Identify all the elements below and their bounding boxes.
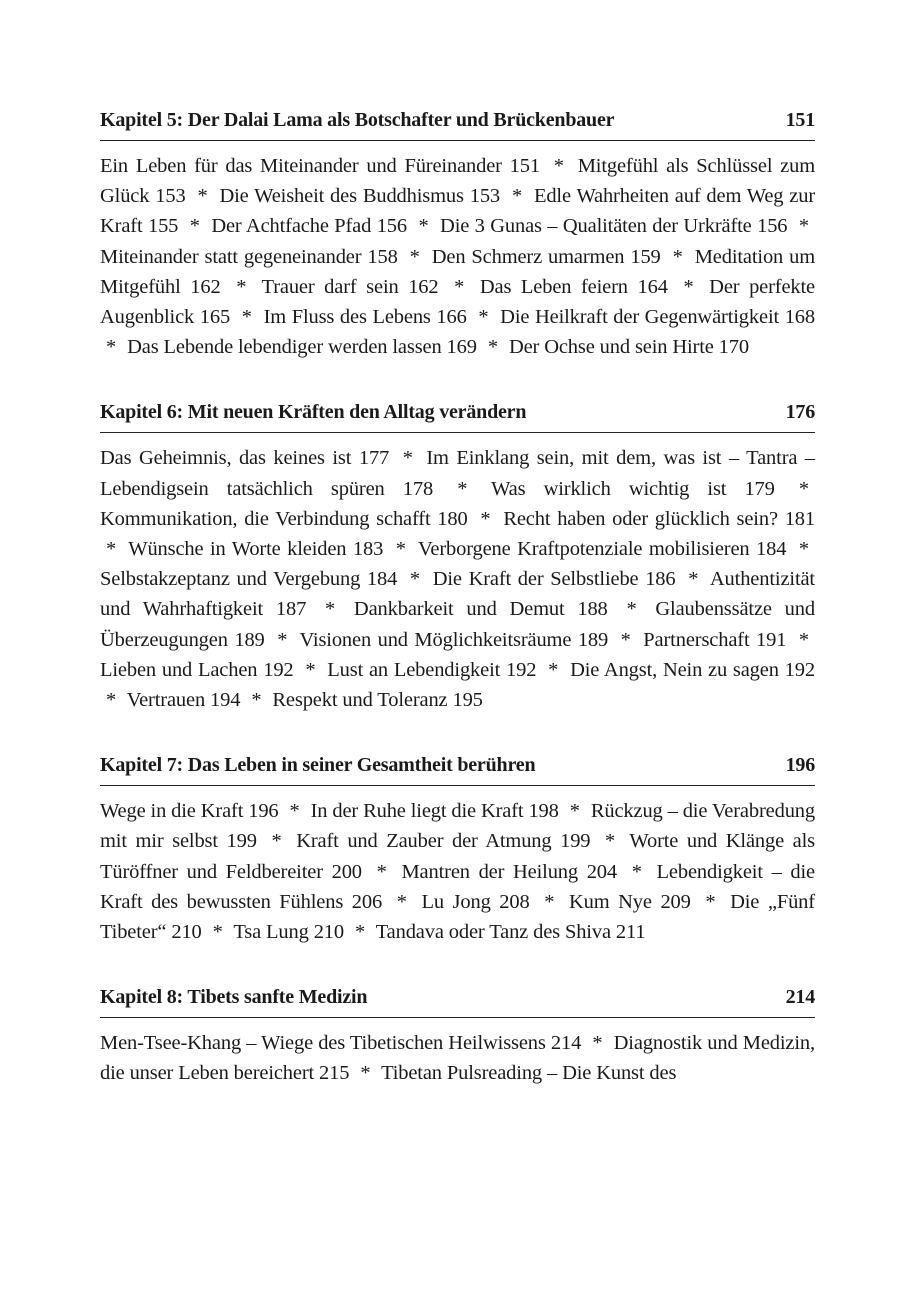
entry-separator: * — [569, 800, 580, 823]
entry-separator: * — [277, 628, 288, 651]
chapter-6 — [100, 399, 815, 715]
toc-entry: Lust an Lebendigkeit 192 — [327, 658, 537, 681]
toc-entry: Die 3 Gunas – Qualitäten der Urkräfte 156 — [440, 215, 788, 238]
toc-entry: Die „Fünf Tibeter“ 210 — [100, 890, 815, 944]
toc-entry: Wünsche in Worte kleiden 183 — [128, 538, 384, 561]
toc-entry: Lu Jong 208 — [421, 890, 530, 913]
chapter-5 — [100, 107, 815, 362]
entry-separator: * — [798, 477, 809, 500]
toc-entry: Glaubenssätze und Überzeugungen 189 — [100, 598, 815, 651]
toc-entry: Den Schmerz umarmen 159 — [431, 245, 661, 268]
chapter-title: Kapitel 6: Mit neuen Kräften den Alltag verändern — [100, 401, 527, 424]
entry-separator: * — [106, 336, 117, 359]
chapter-heading — [100, 399, 815, 433]
entry-separator: * — [688, 568, 699, 591]
toc-entry: Im Fluss des Lebens 166 — [263, 306, 467, 329]
entry-separator: * — [197, 185, 208, 208]
entry-separator: * — [354, 921, 366, 944]
toc-entry: Selbstakzeptanz und Vergebung 184 — [100, 568, 398, 591]
entry-separator: * — [212, 921, 223, 944]
toc-entry: Worte und Klänge als Türöffner und Feldbereiter 200 — [100, 830, 815, 883]
toc-entry: Die Heilkraft der Gegenwärtigkeit 168 — [500, 306, 815, 329]
entry-separator: * — [376, 860, 387, 883]
toc-entry: Tsa Lung 210 — [233, 921, 344, 944]
entry-separator: * — [487, 336, 498, 359]
table-of-contents-page — [100, 107, 815, 1126]
toc-entry: Mitgefühl als Schlüssel zum Glück 153 — [100, 155, 816, 208]
toc-entry: Das Geheimnis, das keines ist 177 — [100, 447, 390, 470]
entry-separator: * — [605, 830, 616, 853]
toc-entry: Trauer darf sein 162 — [261, 275, 439, 298]
toc-entry: Ein Leben für das Miteinander und Füreinander 151 — [100, 155, 540, 177]
entry-separator: * — [305, 658, 316, 681]
toc-entry: Im Einklang sein, mit dem, was ist – Tantra – Lebendigsein tatsächlich spüren 178 — [100, 447, 815, 500]
entry-separator: * — [409, 568, 421, 591]
entry-separator: * — [396, 890, 407, 913]
entry-separator: * — [106, 538, 117, 561]
entry-separator: * — [631, 860, 642, 883]
toc-entry: Dankbarkeit und Demut 188 — [353, 598, 608, 621]
toc-entry: Die Angst, Nein zu sagen 192 — [570, 658, 815, 681]
toc-entry: Lieben und Lachen 192 — [100, 658, 294, 681]
entry-separator: * — [798, 215, 809, 238]
toc-entry: Visionen und Möglichkeitsräume 189 — [299, 628, 609, 651]
toc-entry: Tibetan Pulsreading – Die Kunst des — [381, 1062, 677, 1085]
toc-entry: Was wirklich wichtig ist 179 — [491, 477, 775, 500]
entry-separator: * — [548, 658, 559, 681]
entry-separator: * — [189, 215, 200, 238]
chapter-heading — [100, 984, 815, 1018]
entry-separator: * — [289, 800, 300, 823]
chapter-page-number: 151 — [785, 109, 815, 131]
entry-separator: * — [402, 447, 413, 470]
toc-entry: Kum Nye 209 — [568, 890, 691, 913]
toc-entry: Die Weisheit des Buddhismus 153 — [219, 185, 501, 208]
entry-separator: * — [478, 306, 489, 329]
entry-separator: * — [592, 1032, 603, 1055]
toc-entry: Die Kraft der Selbstliebe 186 — [432, 568, 676, 591]
entry-separator: * — [798, 538, 809, 561]
entry-separator: * — [798, 628, 809, 651]
toc-entry: Das Lebende lebendiger werden lassen 169 — [127, 336, 477, 359]
toc-entry: In der Ruhe liegt die Kraft 198 — [310, 800, 559, 823]
toc-entry: Vertrauen 194 — [126, 689, 241, 712]
chapter-heading — [100, 107, 815, 141]
chapter-page-number: 176 — [785, 401, 815, 424]
entry-separator: * — [241, 306, 252, 329]
entry-separator: * — [106, 689, 117, 712]
chapter-page-number: 196 — [785, 754, 815, 777]
entry-separator: * — [705, 890, 716, 913]
chapter-entries — [100, 443, 815, 715]
chapter-entries — [100, 796, 815, 947]
toc-entry: Men-Tsee-Khang – Wiege des Tibetischen Heilwissens 214 — [100, 1032, 582, 1055]
chapter-entries — [100, 1028, 815, 1088]
toc-entry: Recht haben oder glücklich sein? 181 — [503, 507, 815, 530]
entry-separator: * — [395, 538, 406, 561]
entry-separator: * — [672, 245, 683, 268]
chapter-page-number: 214 — [785, 986, 815, 1009]
chapter-entries — [100, 151, 815, 362]
toc-entry: Miteinander statt gegeneinander 158 — [100, 245, 398, 268]
toc-entry: Tandava oder Tanz des Shiva 211 — [375, 921, 646, 944]
entry-separator: * — [236, 275, 247, 298]
entry-separator: * — [251, 689, 262, 712]
chapter-8 — [100, 984, 815, 1088]
entry-separator: * — [360, 1062, 371, 1085]
chapter-title: Kapitel 7: Das Leben in seiner Gesamtheit berühren — [100, 754, 536, 777]
entry-separator: * — [511, 185, 523, 208]
chapter-title: Kapitel 5: Der Dalai Lama als Botschafter und Brückenbauer — [100, 109, 615, 131]
entry-separator: * — [480, 507, 491, 530]
toc-entry: Der Achtfache Pfad 156 — [211, 215, 407, 238]
toc-entry: Partnerschaft 191 — [643, 628, 787, 651]
toc-entry: Der Ochse und sein Hirte 170 — [508, 336, 749, 359]
entry-separator: * — [620, 628, 631, 651]
toc-entry: Wege in die Kraft 196 — [100, 800, 279, 823]
toc-entry: Das Leben feiern 164 — [479, 275, 668, 298]
toc-entry: Rückzug – die Verabredung mit mir selbst 199 — [100, 800, 815, 853]
entry-separator: * — [454, 275, 465, 298]
entry-separator: * — [271, 830, 282, 853]
toc-entry: Meditation um Mitgefühl 162 — [100, 245, 815, 298]
toc-entry: Diagnostik und Medizin, die unser Leben bereichert 215 — [100, 1032, 815, 1085]
toc-entry: Kraft und Zauber der Atmung 199 — [296, 830, 591, 853]
entry-separator: * — [553, 155, 564, 177]
toc-entry: Authentizität und Wahrhaftigkeit 187 — [100, 568, 815, 621]
chapter-title: Kapitel 8: Tibets sanfte Medizin — [100, 986, 368, 1009]
toc-entry: Der perfekte Augenblick 165 — [100, 275, 816, 329]
entry-separator: * — [626, 598, 637, 621]
toc-entry: Mantren der Heilung 204 — [401, 860, 617, 883]
entry-separator: * — [418, 215, 429, 238]
toc-entry: Kommunikation, die Verbindung schafft 180 — [100, 507, 468, 530]
entry-separator: * — [544, 890, 555, 913]
entry-separator: * — [409, 245, 420, 268]
toc-entry: Respekt und Toleranz 195 — [272, 689, 483, 712]
toc-entry: Edle Wahrheiten auf dem Weg zur Kraft 155 — [100, 185, 816, 238]
entry-separator: * — [457, 477, 468, 500]
toc-entry: Lebendigkeit – die Kraft des bewussten Fühlens 206 — [100, 860, 816, 913]
chapter-heading — [100, 752, 815, 786]
toc-entry: Verborgene Kraftpotenziale mobilisieren 184 — [417, 538, 787, 561]
entry-separator: * — [683, 275, 694, 298]
chapter-7 — [100, 752, 815, 947]
entry-separator: * — [325, 598, 336, 621]
